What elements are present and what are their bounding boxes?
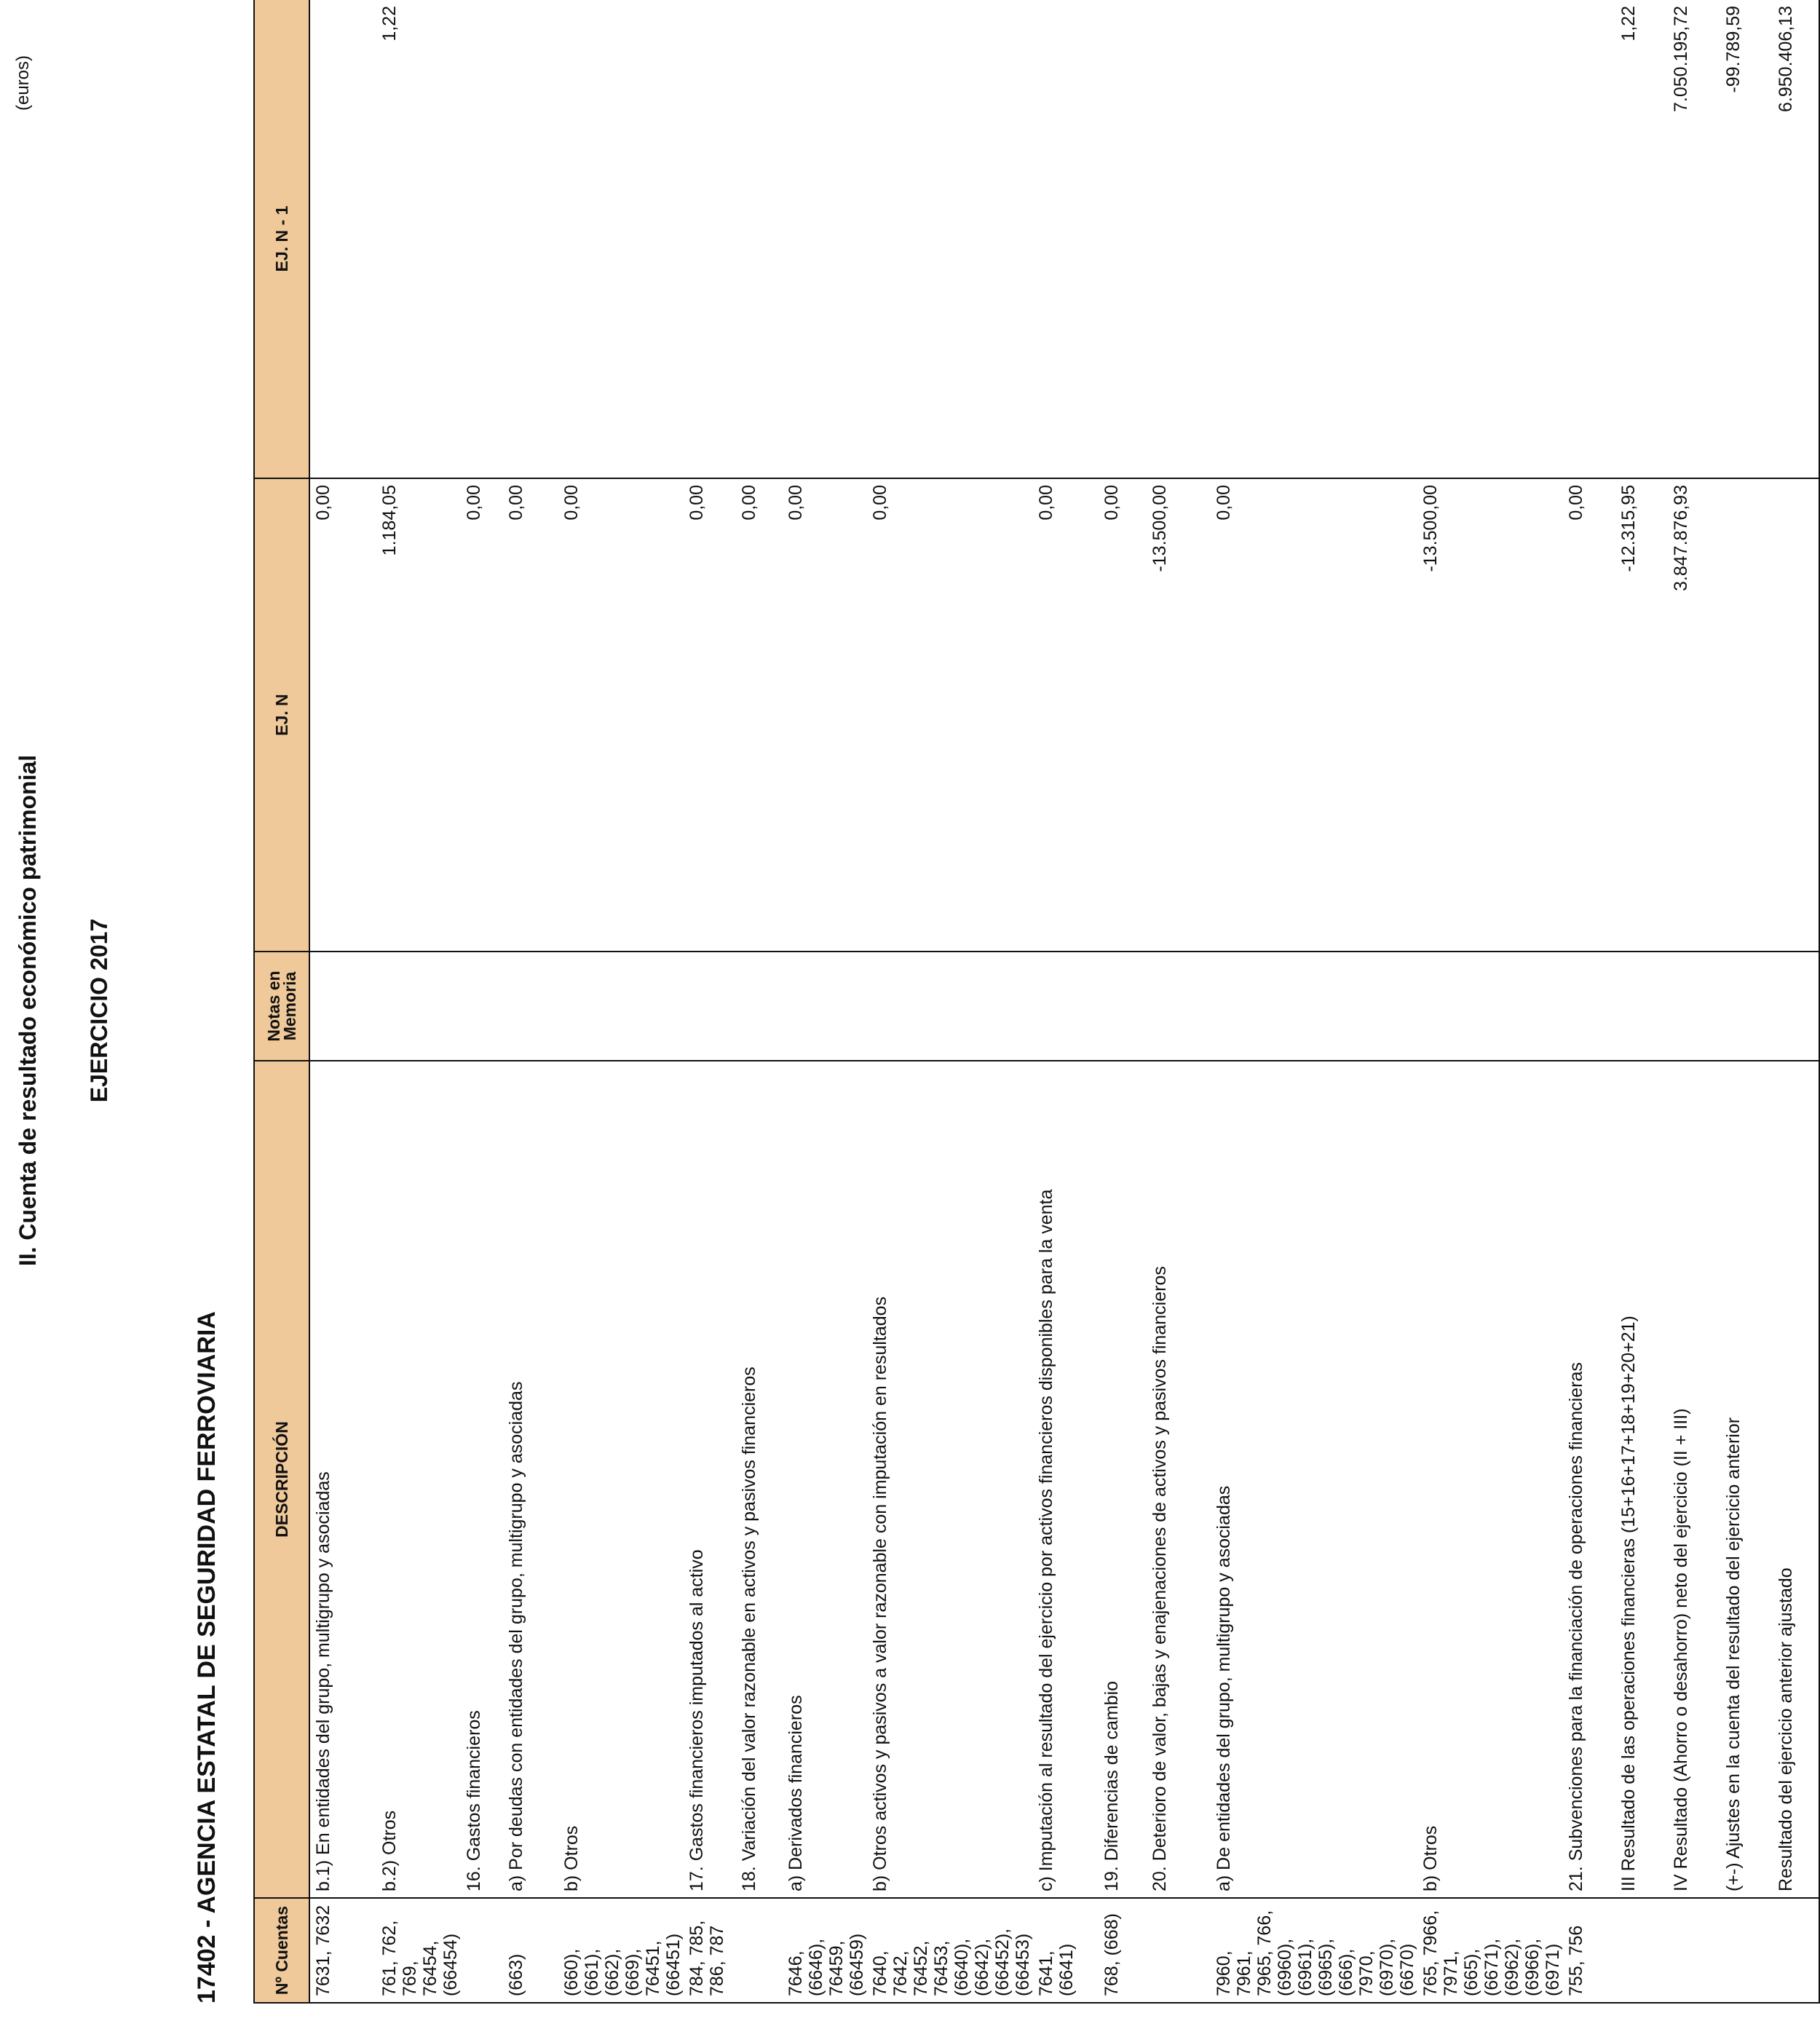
current-year-value: 0,00 bbox=[783, 478, 867, 952]
current-year-value: 0,00 bbox=[503, 478, 558, 952]
table-row bbox=[1563, 0, 1615, 2003]
description-cell: IV Resultado (Ahorro o desahorro) neto del ejercicio (II + III) bbox=[1668, 1061, 1720, 1898]
current-year-value: -13.500,00 bbox=[1147, 478, 1211, 952]
previous-year-value bbox=[1033, 0, 1099, 478]
accounts-cell bbox=[1147, 1898, 1211, 2003]
current-year-value: -12.315,95 bbox=[1615, 478, 1668, 952]
accounts-cell: (663) bbox=[503, 1898, 558, 2003]
notes-cell bbox=[1147, 952, 1211, 1061]
header-row bbox=[254, 0, 309, 2003]
notes-cell bbox=[503, 952, 558, 1061]
previous-year-value bbox=[783, 0, 867, 478]
previous-year-value bbox=[867, 0, 1033, 478]
notes-cell bbox=[783, 952, 867, 1061]
current-year-value: 0,00 bbox=[867, 478, 1033, 952]
description-cell: b.2) Otros bbox=[376, 1061, 461, 1898]
header-notes-line1: Notas en bbox=[264, 970, 283, 1042]
table-row bbox=[1211, 0, 1417, 2003]
fiscal-year: EJERCICIO 2017 bbox=[86, 918, 112, 1103]
notes-cell bbox=[376, 952, 461, 1061]
current-year-value bbox=[1720, 478, 1773, 952]
previous-year-value bbox=[1211, 0, 1417, 478]
description-cell: a) Por deudas con entidades del grupo, multigrupo y asociadas bbox=[503, 1061, 558, 1898]
description-cell: Resultado del ejercicio anterior ajustado bbox=[1773, 1061, 1819, 1898]
current-year-value: 0,00 bbox=[684, 478, 736, 952]
description-cell: III Resultado de las operaciones financieras (15+16+17+18+19+20+21) bbox=[1615, 1061, 1668, 1898]
previous-year-value: 1,22 bbox=[1615, 0, 1668, 478]
accounts-cell bbox=[736, 1898, 783, 2003]
table-row bbox=[1417, 0, 1563, 2003]
notes-cell bbox=[309, 952, 376, 1061]
table-row bbox=[558, 0, 684, 2003]
notes-cell bbox=[1720, 952, 1773, 1061]
table-row bbox=[1147, 0, 1211, 2003]
table-row bbox=[783, 0, 867, 2003]
description-cell: 19. Diferencias de cambio bbox=[1099, 1061, 1147, 1898]
header-accounts: Nº Cuentas bbox=[254, 1898, 309, 2003]
previous-year-value bbox=[558, 0, 684, 478]
current-year-value: 3.847.876,93 bbox=[1668, 478, 1720, 952]
table-row bbox=[1668, 0, 1720, 2003]
table-row bbox=[461, 0, 503, 2003]
description-cell: b) Otros bbox=[1417, 1061, 1563, 1898]
header-description: DESCRIPCIÓN bbox=[254, 1061, 309, 1898]
header-previous-year: EJ. N - 1 bbox=[254, 0, 309, 478]
notes-cell bbox=[1211, 952, 1417, 1061]
accounts-cell: 7646, (6646), 76459, (66459) bbox=[783, 1898, 867, 2003]
current-year-value: 0,00 bbox=[1563, 478, 1615, 952]
previous-year-value bbox=[1417, 0, 1563, 478]
table-row bbox=[867, 0, 1033, 2003]
notes-cell bbox=[867, 952, 1033, 1061]
description-cell: 18. Variación del valor razonable en activos y pasivos financieros bbox=[736, 1061, 783, 1898]
accounts-cell: 755, 756 bbox=[1563, 1898, 1615, 2003]
table-row bbox=[309, 0, 376, 2003]
header-current-year: EJ. N bbox=[254, 478, 309, 952]
table-row bbox=[376, 0, 461, 2003]
previous-year-value bbox=[736, 0, 783, 478]
notes-cell bbox=[1417, 952, 1563, 1061]
table-row bbox=[1099, 0, 1147, 2003]
previous-year-value bbox=[684, 0, 736, 478]
previous-year-value: -99.789,59 bbox=[1720, 0, 1773, 478]
accounts-cell: 765, 7966, 7971, (665), (6671), (6962), (6966), (6971) bbox=[1417, 1898, 1563, 2003]
accounts-cell: (660), (661), (662), (669), 76451, (66451) bbox=[558, 1898, 684, 2003]
previous-year-value bbox=[1563, 0, 1615, 478]
description-cell: b) Otros bbox=[558, 1061, 684, 1898]
previous-year-value bbox=[309, 0, 376, 478]
previous-year-value: 1,22 bbox=[376, 0, 461, 478]
previous-year-value bbox=[1147, 0, 1211, 478]
accounts-cell bbox=[461, 1898, 503, 2003]
accounts-cell bbox=[1668, 1898, 1720, 2003]
accounts-cell: 7641, (6641) bbox=[1033, 1898, 1099, 2003]
header-notes bbox=[254, 952, 309, 1061]
notes-cell bbox=[684, 952, 736, 1061]
previous-year-value bbox=[461, 0, 503, 478]
current-year-value: 0,00 bbox=[1099, 478, 1147, 952]
currency-units: (euros) bbox=[13, 55, 33, 111]
current-year-value: 0,00 bbox=[309, 478, 376, 952]
income-statement-table bbox=[253, 0, 1820, 2004]
table-row bbox=[736, 0, 783, 2003]
description-cell: b.1) En entidades del grupo, multigrupo y asociadas bbox=[309, 1061, 376, 1898]
notes-cell bbox=[736, 952, 783, 1061]
current-year-value: 0,00 bbox=[461, 478, 503, 952]
notes-cell bbox=[461, 952, 503, 1061]
description-cell: a) De entidades del grupo, multigrupo y asociadas bbox=[1211, 1061, 1417, 1898]
accounts-cell: 768, (668) bbox=[1099, 1898, 1147, 2003]
accounts-cell: 761, 762, 769, 76454, (66454) bbox=[376, 1898, 461, 2003]
accounts-cell bbox=[1615, 1898, 1668, 2003]
accounts-cell bbox=[1773, 1898, 1819, 2003]
previous-year-value bbox=[1099, 0, 1147, 478]
table-row bbox=[1033, 0, 1099, 2003]
notes-cell bbox=[1033, 952, 1099, 1061]
previous-year-value: 7.050.195,72 bbox=[1668, 0, 1720, 478]
accounts-cell bbox=[1720, 1898, 1773, 2003]
accounts-cell: 7640, 7642, 76452, 76453, (6640), (6642), (66452), (66453) bbox=[867, 1898, 1033, 2003]
header-notes-line2: Memoria bbox=[280, 971, 299, 1041]
description-cell: a) Derivados financieros bbox=[783, 1061, 867, 1898]
table-body bbox=[309, 0, 1819, 2003]
table-row bbox=[1773, 0, 1819, 2003]
description-cell: (+-) Ajustes en la cuenta del resultado del ejercicio anterior bbox=[1720, 1061, 1773, 1898]
description-cell: 20. Deterioro de valor, bajas y enajenaciones de activos y pasivos financieros bbox=[1147, 1061, 1211, 1898]
previous-year-value bbox=[503, 0, 558, 478]
description-cell: b) Otros activos y pasivos a valor razonable con imputación en resultados bbox=[867, 1061, 1033, 1898]
table-row bbox=[684, 0, 736, 2003]
notes-cell bbox=[1615, 952, 1668, 1061]
accounts-cell: 784, 785, 786, 787 bbox=[684, 1898, 736, 2003]
accounts-cell: 7631, 7632 bbox=[309, 1898, 376, 2003]
notes-cell bbox=[558, 952, 684, 1061]
notes-cell bbox=[1668, 952, 1720, 1061]
current-year-value: 0,00 bbox=[1033, 478, 1099, 952]
table-row bbox=[1720, 0, 1773, 2003]
notes-cell bbox=[1563, 952, 1615, 1061]
description-cell: 16. Gastos financieros bbox=[461, 1061, 503, 1898]
accounts-cell: 7960, 7961, 7965, 766, (6960), (6961), (6965), (666), 7970, (6970), (6670) bbox=[1211, 1898, 1417, 2003]
notes-cell bbox=[1099, 952, 1147, 1061]
previous-year-value: 6.950.406,13 bbox=[1773, 0, 1819, 478]
current-year-value: 0,00 bbox=[736, 478, 783, 952]
entity-name: 17402 - AGENCIA ESTATAL DE SEGURIDAD FERROVIARIA bbox=[193, 1311, 221, 2004]
report-title: II. Cuenta de resultado económico patrimonial bbox=[15, 754, 41, 1267]
current-year-value: 0,00 bbox=[1211, 478, 1417, 952]
current-year-value bbox=[1773, 478, 1819, 952]
current-year-value: 1.184,05 bbox=[376, 478, 461, 952]
description-cell: 21. Subvenciones para la financiación de operaciones financieras bbox=[1563, 1061, 1615, 1898]
description-cell: c) Imputación al resultado del ejercicio por activos financieros disponibles para la venta bbox=[1033, 1061, 1099, 1898]
notes-cell bbox=[1773, 952, 1819, 1061]
description-cell: 17. Gastos financieros imputados al activo bbox=[684, 1061, 736, 1898]
table-row bbox=[503, 0, 558, 2003]
current-year-value: -13.500,00 bbox=[1417, 478, 1563, 952]
table-row bbox=[1615, 0, 1668, 2003]
current-year-value: 0,00 bbox=[558, 478, 684, 952]
